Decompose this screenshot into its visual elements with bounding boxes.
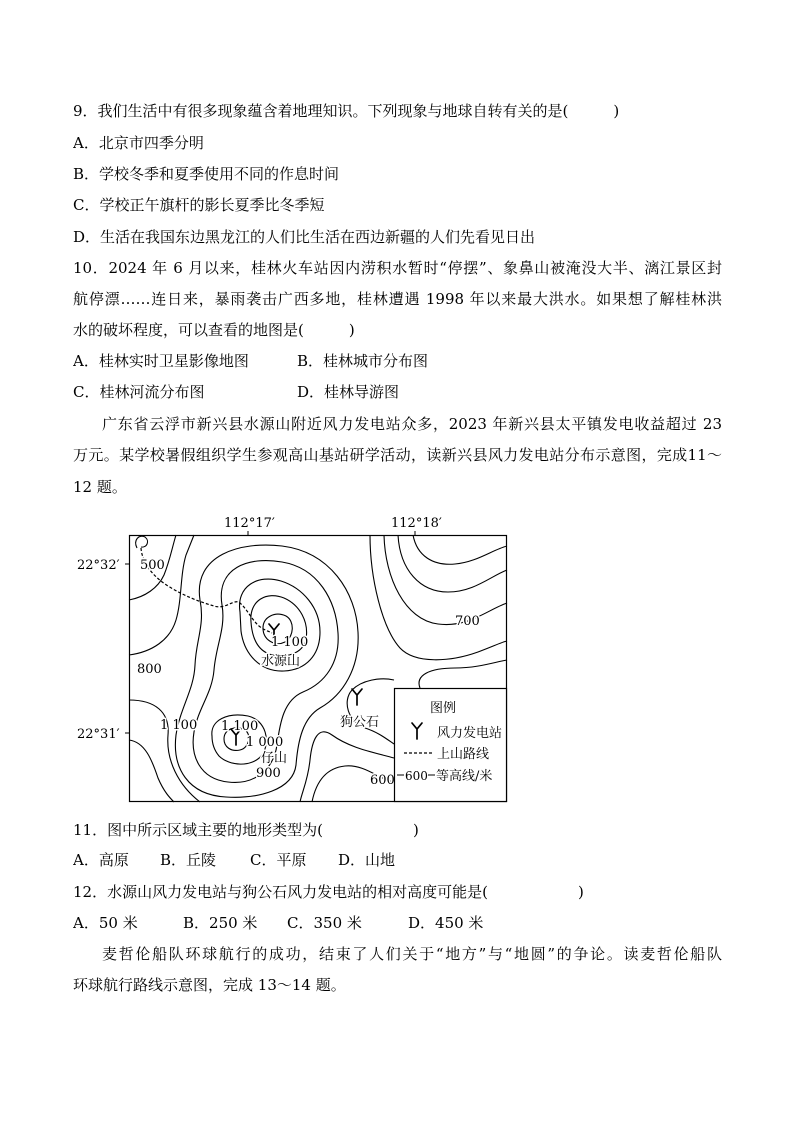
contour-label: 1 100 xyxy=(160,718,198,733)
q11-stem: 11．图中所示区域主要的地形类型为( ) xyxy=(73,821,419,839)
q10-stem-line-1: 10．2024 年 6 月以来，桂林火车站因内涝积水暂时“停摆”、象鼻山被淹没大半、漓江景区封 xyxy=(73,259,722,277)
q10-option-c: C．桂林河流分布图 xyxy=(73,383,205,401)
q11-option-c: C．平原 xyxy=(250,851,307,869)
contour-line xyxy=(413,535,507,564)
contour-line xyxy=(129,700,200,802)
contour-line xyxy=(300,732,394,802)
place-name-shuiyuanshan: 水源山 xyxy=(261,654,301,669)
legend-title: 图例 xyxy=(430,701,457,716)
legend-contour-label: 等高线/米 xyxy=(436,769,493,784)
material-11-12-line-1: 广东省云浮市新兴县水源山附近风力发电站众多，2023 年新兴县太平镇发电收益超过 23 xyxy=(102,415,722,433)
contour-label: 800 xyxy=(137,662,162,677)
q11-option-a: A．高原 xyxy=(73,851,129,869)
wind-turbine-icon xyxy=(352,689,362,705)
q11-option-b: B．丘陵 xyxy=(160,851,217,869)
lon-label: 112°17′ xyxy=(224,516,275,531)
q9-option-b: B．学校冬季和夏季使用不同的作息时间 xyxy=(73,165,340,183)
lon-label: 112°18′ xyxy=(391,516,442,531)
contour-label: 1 100 xyxy=(271,635,309,650)
material-11-12-line-2: 万元。某学校暑假组织学生参观高山基站研学活动，读新兴县风力发电站分布示意图，完成11～ xyxy=(73,446,722,464)
material-13-14-line-2: 环球航行路线示意图，完成 13～14 题。 xyxy=(73,976,346,994)
wind-station-contour-map xyxy=(0,500,794,815)
place-name-zaishan: 仔山 xyxy=(261,751,288,766)
q12-option-d: D．450 米 xyxy=(408,914,484,932)
q9-option-d: D．生活在我国东边黑龙江的人们比生活在西边新疆的人们先看见日出 xyxy=(73,228,536,246)
q11-option-d: D．山地 xyxy=(338,851,396,869)
q9-option-c: C．学校正午旗杆的影长夏季比冬季短 xyxy=(73,196,325,214)
q12-option-a: A．50 米 xyxy=(73,914,138,932)
q10-stem-line-3: 水的破坏程度，可以查看的地图是( ) xyxy=(73,321,355,339)
contour-label: 700 xyxy=(455,614,480,629)
contour-line xyxy=(398,535,507,592)
contour-line xyxy=(129,740,174,802)
q10-option-a: A．桂林实时卫星影像地图 xyxy=(73,352,249,370)
lat-label: 22°32′ xyxy=(77,558,120,573)
map-legend xyxy=(395,689,507,802)
q9-stem: 9．我们生活中有很多现象蕴含着地理知识。下列现象与地球自转有关的是( ) xyxy=(73,102,620,120)
contour-label: 500 xyxy=(140,558,165,573)
contour-label: 1 100 xyxy=(221,719,259,734)
q10-stem-line-2: 航停漂……连日来，暴雨袭击广西多地，桂林遭遇 1998 年以来最大洪水。如果想了解桂林洪 xyxy=(73,290,722,308)
contour-line xyxy=(370,535,507,660)
contour-label: 900 xyxy=(256,766,281,781)
material-13-14-line-1: 麦哲伦船队环球航行的成功，结束了人们关于“地方”与“地圆”的争论。读麦哲伦船队 xyxy=(102,945,722,963)
q12-option-c: C．350 米 xyxy=(287,914,362,932)
place-name-gougongshi: 狗公石 xyxy=(340,715,380,730)
material-11-12-line-3: 12 题。 xyxy=(73,478,127,496)
contour-label: 1 000 xyxy=(246,735,284,750)
contour-label: 600 xyxy=(370,773,395,788)
q9-option-a: A．北京市四季分明 xyxy=(73,134,204,152)
contour-line xyxy=(347,679,394,744)
contour-line xyxy=(136,536,148,548)
q12-stem: 12．水源山风力发电站与狗公石风力发电站的相对高度可能是( ) xyxy=(73,883,584,901)
q10-option-d: D．桂林导游图 xyxy=(297,383,400,401)
q12-option-b: B．250 米 xyxy=(183,914,258,932)
legend-route-label: 上山路线 xyxy=(437,747,490,762)
q10-option-b: B．桂林城市分布图 xyxy=(297,352,429,370)
lat-label: 22°31′ xyxy=(77,727,120,742)
legend-contour-value: 600 xyxy=(405,769,428,783)
contour-line xyxy=(419,660,507,688)
legend-turbine-label: 风力发电站 xyxy=(437,726,503,741)
